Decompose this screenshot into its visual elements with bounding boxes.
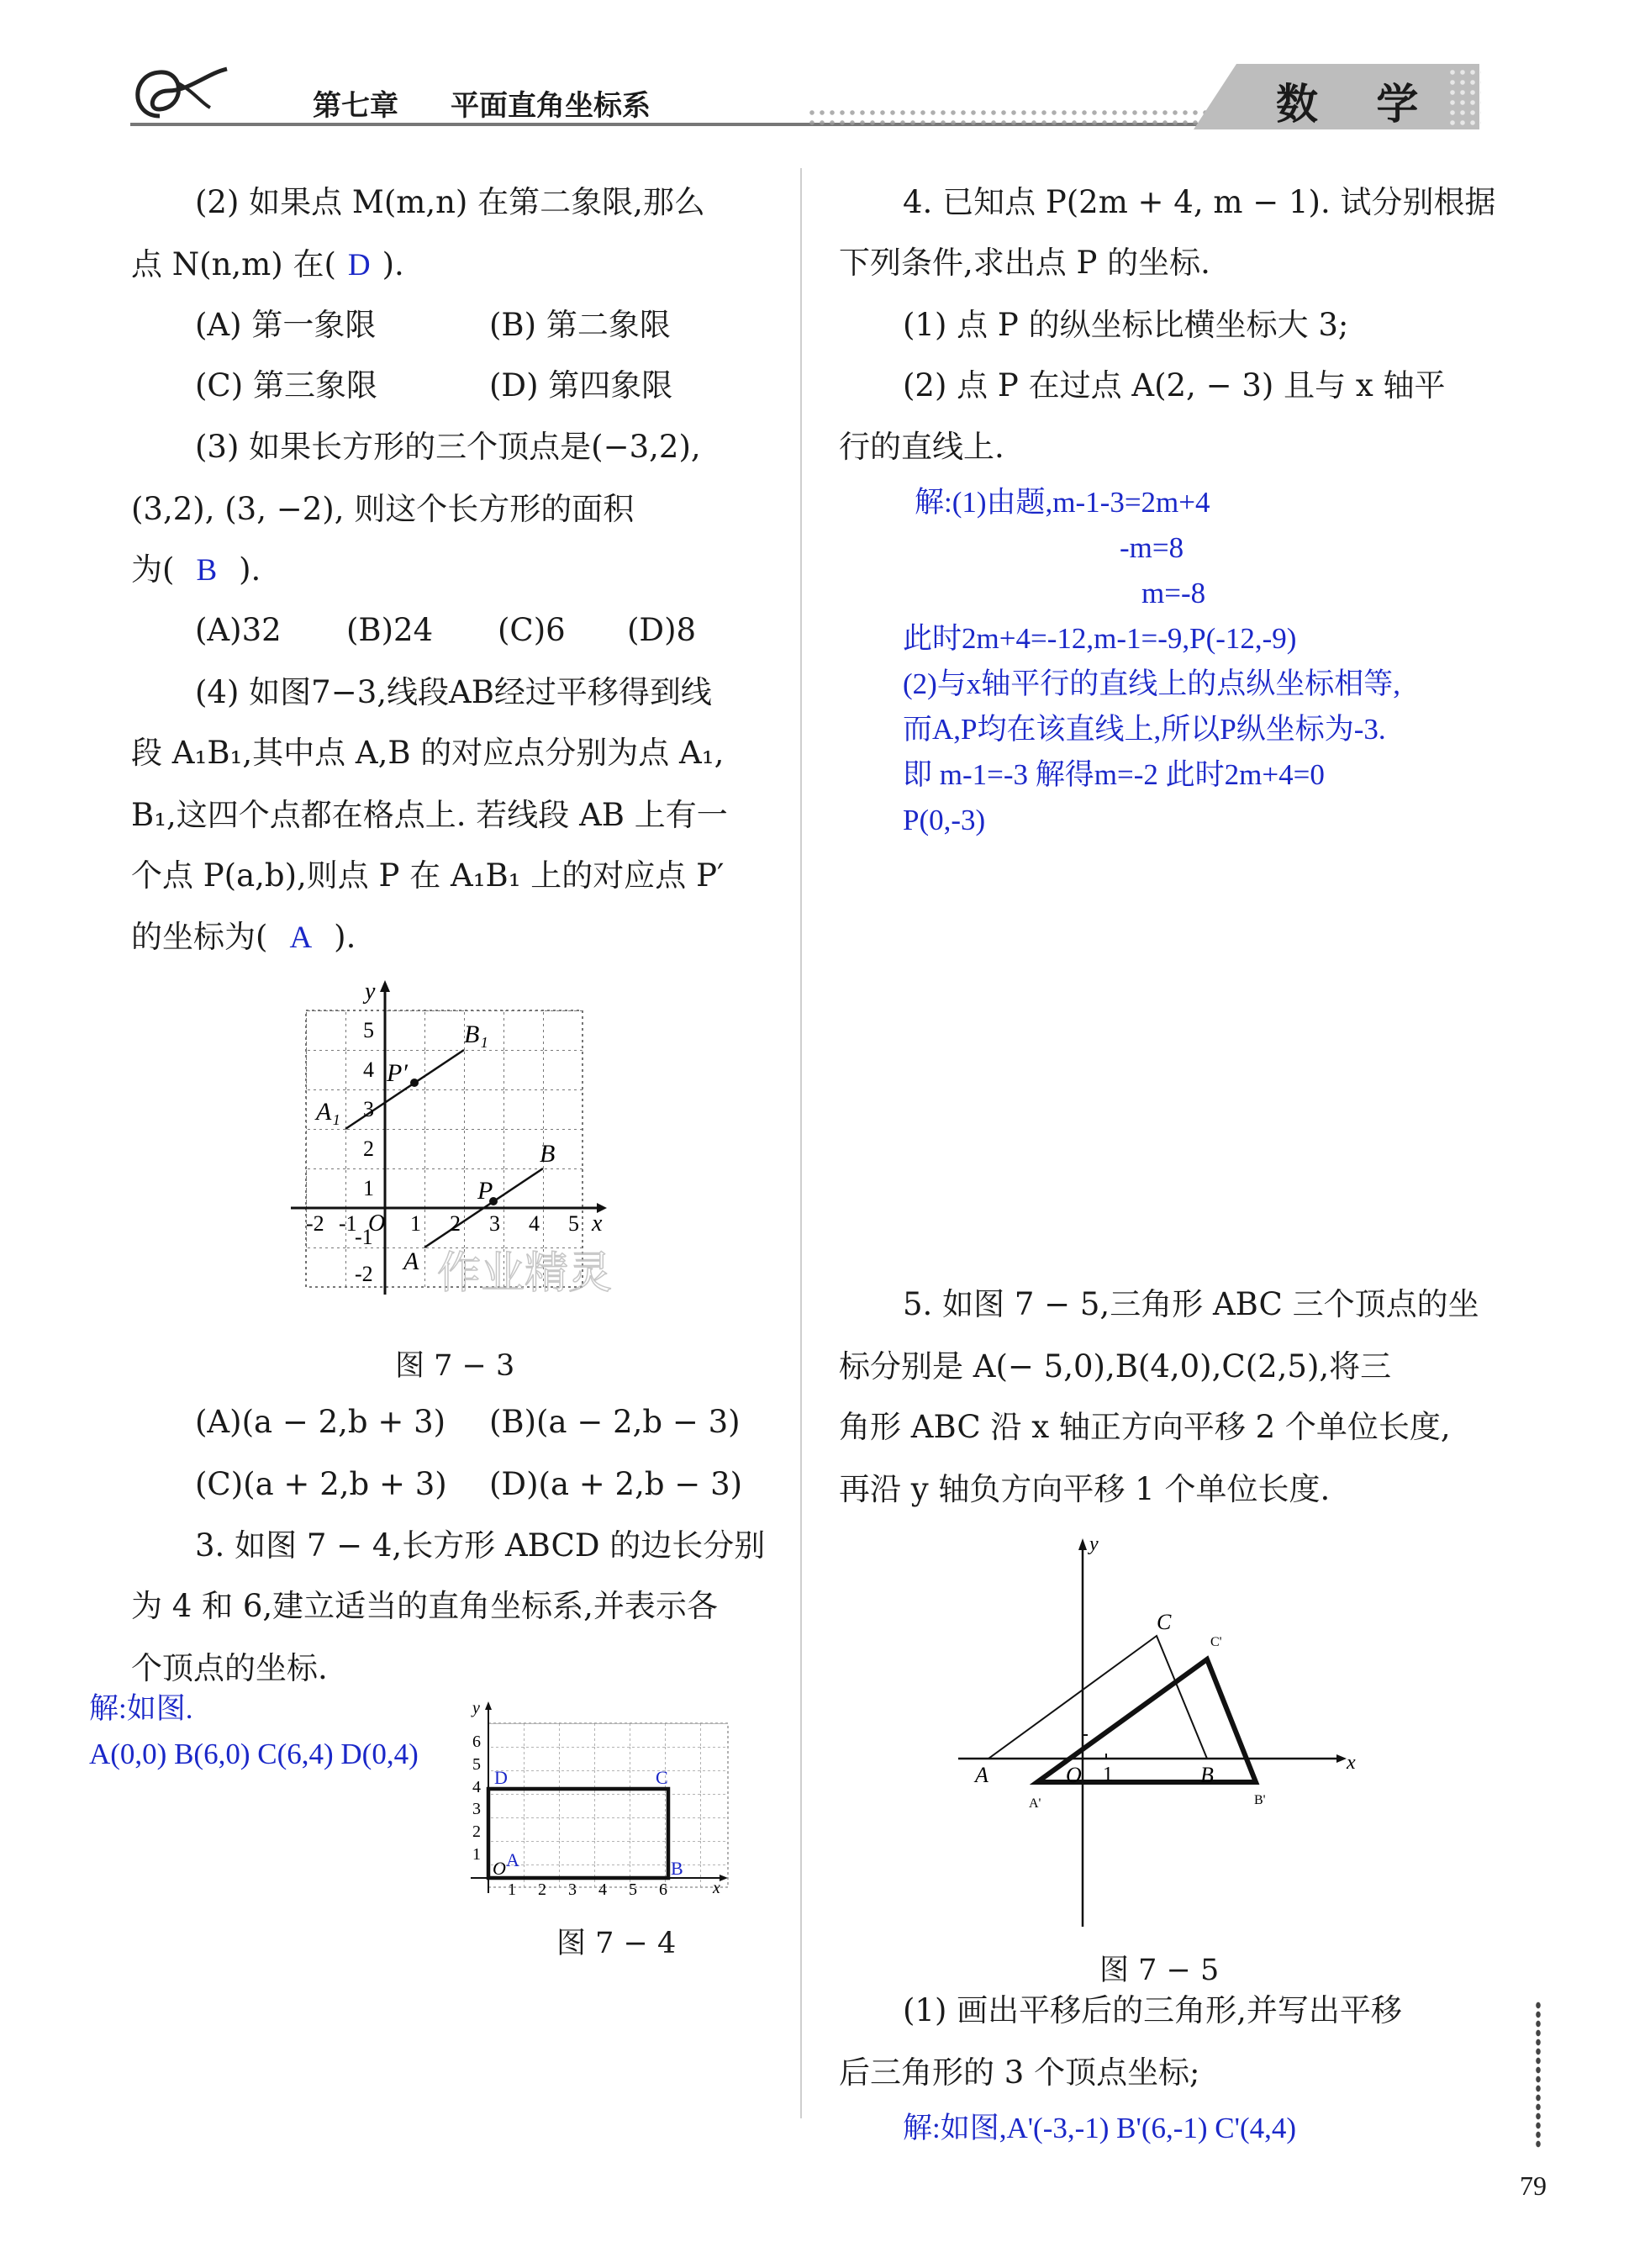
fig73-ytick: 4: [363, 1058, 374, 1082]
fig73-label-B1: B₁: [464, 1021, 488, 1048]
q4-line4: 个点 P(a,b),则点 P 在 A₁B₁ 上的对应点 P′: [131, 857, 725, 894]
q4-option-a: (A)(a − 2,b + 3): [195, 1404, 446, 1440]
chapter-title: 平面直角坐标系: [451, 89, 651, 123]
margin-dots: [1535, 2001, 1542, 2149]
fig73-ytick: 2: [363, 1137, 374, 1161]
fig74-x-label: x: [713, 1879, 720, 1897]
fig73-xtick: 2: [450, 1211, 461, 1236]
fig73-ytick: 1: [363, 1176, 374, 1200]
fig74-label-A: A: [506, 1849, 519, 1870]
fig73-xtick: 5: [568, 1211, 579, 1236]
fig73-label-A1: A₁: [316, 1098, 340, 1126]
fig73-ytick: -2: [355, 1262, 373, 1286]
r-q5-line1: 5. 如图 7 − 5,三角形 ABC 三个顶点的坐: [903, 1286, 1479, 1322]
r-q4-line4: (2) 点 P 在过点 A(2, − 3) 且与 x 轴平: [903, 367, 1446, 403]
fig75-origin: O: [1066, 1763, 1082, 1787]
q3-option-c: (C)6: [498, 612, 566, 648]
fig75-caption: 图 7 − 5: [1099, 1954, 1220, 1987]
fig75-tick1-label: 1: [1103, 1764, 1113, 1785]
fig73-watermark: 作业精灵: [437, 1250, 613, 1295]
q2-option-b: (B) 第二象限: [489, 307, 671, 343]
q2-line1: (2) 如果点 M(m,n) 在第二象限,那么: [195, 184, 705, 220]
r-q5-solution: 解:如图,A'(-3,-1) B'(6,-1) C'(4,4): [903, 2112, 1297, 2144]
fig73-y-arrow-icon: [380, 980, 390, 992]
q3-option-d: (D)8: [627, 612, 697, 648]
q5-line2: 为 4 和 6,建立适当的直角坐标系,并表示各: [131, 1588, 718, 1624]
fig74-xtick: 1: [508, 1880, 516, 1899]
q4-line1: (4) 如图7−3,线段AB经过平移得到线: [195, 674, 712, 710]
fig73-xtick: 3: [489, 1211, 500, 1236]
fig75-label-A1: A': [1029, 1796, 1041, 1811]
fig73-ytick: -1: [355, 1225, 373, 1249]
q4-option-d: (D)(a + 2,b − 3): [489, 1466, 743, 1502]
r-q4-solution-3: m=-8: [1141, 577, 1206, 609]
fig74-y-ticks: [472, 1733, 481, 1864]
fig74-xtick: 4: [598, 1880, 607, 1899]
q2-answer: D: [347, 248, 371, 282]
fig74-y-label: y: [472, 1699, 480, 1717]
fig74-ytick: 3: [472, 1800, 481, 1818]
fig75-y-arrow-icon: [1078, 1538, 1087, 1550]
fig73-label-P: P: [477, 1177, 493, 1205]
r-q5-sub1-line1: (1) 画出平移后的三角形,并写出平移: [903, 1992, 1402, 2028]
r-q4-solution-2: -m=8: [1120, 531, 1184, 564]
fig74-y-arrow-icon: [485, 1701, 492, 1710]
fig74-xtick: 3: [568, 1880, 577, 1899]
q5-solution-line1: 解:如图.: [89, 1692, 193, 1725]
fig74-caption: 图 7 − 4: [556, 1927, 677, 1960]
fig74-label-B: B: [671, 1858, 683, 1879]
fig75-label-A: A: [975, 1763, 988, 1787]
fig75-label-C1: C': [1210, 1635, 1222, 1649]
fig74-grid: [488, 1723, 728, 1887]
subject-label: 数 学: [1276, 80, 1441, 129]
fig74-origin: O: [493, 1858, 506, 1879]
fig74-xtick: 2: [538, 1880, 546, 1899]
fig73-point-P1: [410, 1079, 419, 1087]
fig73-ytick: 5: [363, 1018, 374, 1042]
q3-answer: B: [196, 553, 218, 588]
fig73-xtick: -1: [339, 1211, 357, 1236]
fig73-origin: O: [368, 1210, 386, 1237]
fig73-xtick: 1: [410, 1211, 421, 1236]
r-q4-line1: 4. 已知点 P(2m + 4, m − 1). 试分别根据: [903, 184, 1496, 220]
q4-option-c: (C)(a + 2,b + 3): [195, 1466, 447, 1502]
r-q5-line4: 再沿 y 轴负方向平移 1 个单位长度.: [839, 1471, 1331, 1507]
r-q4-line5: 行的直线上.: [839, 429, 1004, 465]
q3-line2: (3,2), (3, −2), 则这个长方形的面积: [131, 491, 635, 527]
q3-line3: 为( B ).: [131, 551, 261, 588]
fig73-label-B: B: [540, 1140, 556, 1168]
fig74-ytick: 6: [472, 1733, 481, 1751]
r-q4-solution-6: 而A,P均在该直线上,所以P纵坐标为-3.: [903, 713, 1386, 746]
fig73-ytick: 3: [363, 1097, 374, 1121]
page-number: 79: [1520, 2170, 1547, 2201]
fig75-x-label: x: [1347, 1752, 1356, 1774]
r-q4-solution-8: P(0,-3): [903, 804, 986, 836]
chapter-label: 第七章: [313, 89, 398, 123]
fig74-xtick: 5: [629, 1880, 637, 1899]
r-q4-solution-1: 解:(1)由题,m-1-3=2m+4: [915, 486, 1210, 519]
fig73-label-P1: P′: [387, 1059, 408, 1087]
r-q4-solution-5: (2)与x轴平行的直线上的点纵坐标相等,: [903, 667, 1401, 700]
r-q5-sub1-line2: 后三角形的 3 个顶点坐标;: [839, 2054, 1200, 2091]
fig74-xtick: 6: [659, 1880, 667, 1899]
q5-line3: 个顶点的坐标.: [131, 1650, 328, 1686]
q2-option-a: (A) 第一象限: [195, 307, 377, 343]
q4-line3: B₁,这四个点都在格点上. 若线段 AB 上有一: [131, 797, 728, 833]
fig73-xtick: 4: [529, 1211, 540, 1236]
fig74-ytick: 2: [472, 1822, 481, 1841]
q5-solution-line2: A(0,0) B(6,0) C(6,4) D(0,4): [89, 1738, 419, 1770]
figure-7-4: [462, 1698, 731, 1900]
r-q4-line2: 下列条件,求出点 P 的坐标.: [839, 245, 1210, 281]
q4-answer: A: [289, 920, 313, 955]
q2-line2: 点 N(n,m) 在( D ).: [131, 246, 404, 282]
fig74-label-C: C: [656, 1767, 668, 1788]
q4-option-b: (B)(a − 2,b − 3): [489, 1404, 741, 1440]
fig74-ytick: 1: [472, 1845, 481, 1864]
fig75-label-B1: B': [1254, 1793, 1266, 1807]
fig74-ytick: 4: [472, 1778, 481, 1796]
q2-option-d: (D) 第四象限: [489, 367, 673, 403]
fig73-caption: 图 7 − 3: [395, 1349, 515, 1383]
fig75-y-label: y: [1089, 1533, 1099, 1555]
r-q5-line3: 角形 ABC 沿 x 轴正方向平移 2 个单位长度,: [839, 1409, 1451, 1445]
fig73-y-label: y: [365, 978, 376, 1005]
figure-7-5: [958, 1530, 1379, 1933]
r-q4-line3: (1) 点 P 的纵坐标比横坐标大 3;: [903, 307, 1349, 343]
q5-line1: 3. 如图 7 − 4,长方形 ABCD 的边长分别: [195, 1527, 766, 1564]
r-q4-solution-4: 此时2m+4=-12,m-1=-9,P(-12,-9): [903, 622, 1297, 655]
figure-7-3: [286, 975, 622, 1295]
column-divider: [800, 168, 802, 2118]
right-column: [804, 0, 1629, 2268]
fig73-xtick: -2: [306, 1211, 324, 1236]
r-q5-line2: 标分别是 A(− 5,0),B(4,0),C(2,5),将三: [839, 1348, 1392, 1385]
fig73-x-label: x: [592, 1210, 603, 1237]
left-column: [0, 0, 799, 2268]
fig74-ytick: 5: [472, 1755, 481, 1774]
fig73-label-A: A: [403, 1247, 419, 1275]
q3-line1: (3) 如果长方形的三个顶点是(−3,2),: [195, 429, 701, 465]
r-q4-solution-7: 即 m-1=-3 解得m=-2 此时2m+4=0: [903, 758, 1325, 791]
fig75-x-arrow-icon: [1336, 1754, 1347, 1763]
q3-option-a: (A)32: [195, 612, 282, 648]
fig75-label-B: B: [1200, 1763, 1214, 1787]
q4-line2: 段 A₁B₁,其中点 A,B 的对应点分别为点 A₁,: [131, 735, 725, 771]
fig74-label-D: D: [494, 1767, 508, 1788]
q3-option-b: (B)24: [346, 612, 434, 648]
q4-line5: 的坐标为( A ).: [131, 919, 356, 955]
fig75-label-C: C: [1157, 1610, 1172, 1634]
q2-option-c: (C) 第三象限: [195, 367, 377, 403]
